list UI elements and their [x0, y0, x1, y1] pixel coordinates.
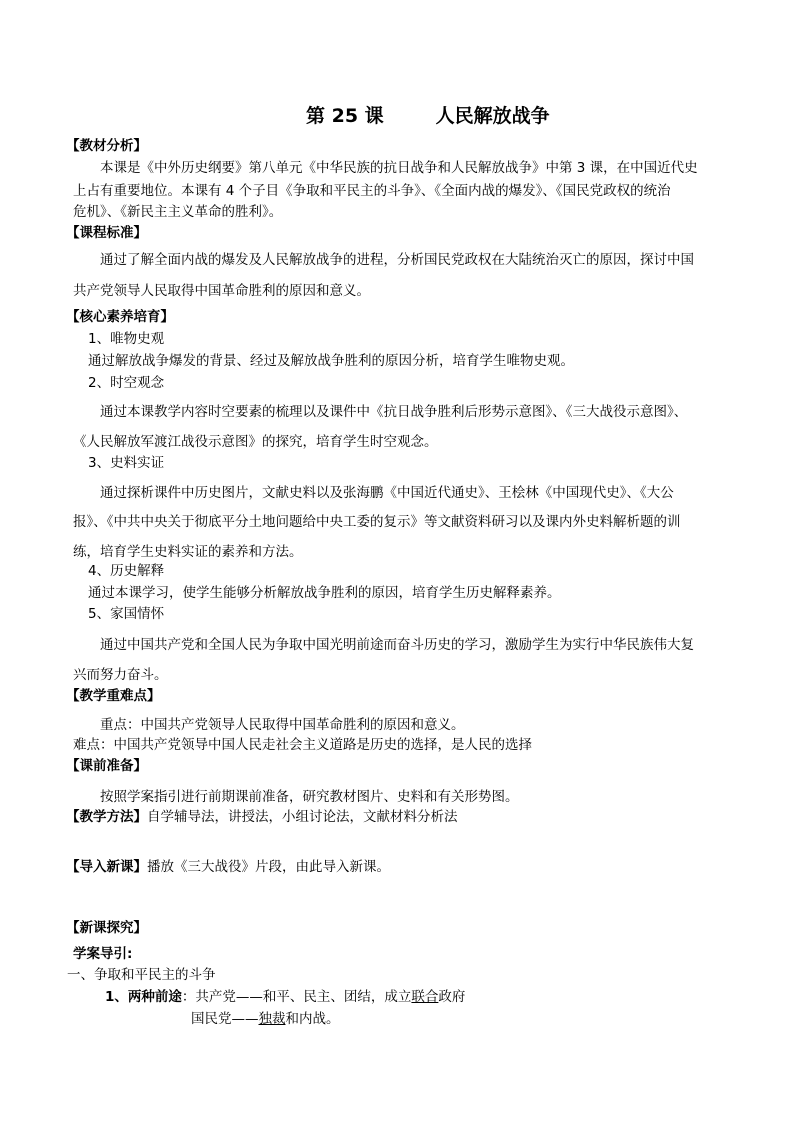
kmt-prefix: 国民党—— — [191, 1011, 259, 1027]
study-guide-label: 学案导引: — [73, 946, 133, 962]
new-lesson-heading: 【新课探究】 — [66, 920, 147, 936]
curriculum-standard-line-1: 通过了解全面内战的爆发及人民解放战争的进程，分析国民党政权在大陆统治灭亡的原因，探讨中国 — [100, 252, 694, 268]
textbook-analysis-line-3: 危机》、《新民主主义革命的胜利》。 — [73, 204, 283, 220]
two-futures-label: 1、两种前途 — [105, 989, 182, 1005]
literacy-item-5-line-1: 通过中国共产党和全国人民为争取中国光明前途而奋斗历史的学习，激励学生为实行中华民族伟大复 — [100, 637, 694, 653]
intro-heading: 【导入新课】 — [66, 859, 147, 875]
intro-line — [66, 858, 390, 876]
methods-line — [66, 808, 458, 826]
literacy-item-3-line-1: 通过探析课件中历史图片，文献史料以及张海鹏《中国近代通史》、王桧林《中国现代史》、《大公 — [100, 485, 674, 501]
page-title — [306, 104, 550, 128]
literacy-item-1-line-1: 通过解放战争爆发的背景、经过及解放战争胜利的原因分析，培育学生唯物史观。 — [88, 353, 574, 369]
literacy-item-5-label: 5、家国情怀 — [88, 606, 165, 622]
literacy-item-2-line-1: 通过本课教学内容时空要素的梳理以及课件中《抗日战争胜利后形势示意图》、《三大战役示意图》、 — [100, 404, 688, 420]
literacy-item-5-line-2: 兴而努力奋斗。 — [73, 667, 168, 683]
literacy-item-3-line-3: 练，培育学生史料实证的素养和方法。 — [73, 544, 303, 560]
two-futures-colon: ： — [181, 989, 196, 1005]
methods-heading: 【教学方法】 — [66, 809, 147, 825]
cpc-underlined: 联合 — [411, 989, 439, 1005]
lesson-number: 第 25 课 — [306, 105, 384, 127]
cpc-suffix: 政府 — [438, 989, 466, 1005]
literacy-item-1-label: 1、唯物史观 — [88, 331, 165, 347]
methods-text: 自学辅导法，讲授法，小组讨论法，文献材料分析法 — [147, 809, 458, 825]
lesson-name: 人民解放战争 — [435, 105, 550, 127]
cpc-prefix: 共产党——和平、民主、团结，成立 — [195, 989, 412, 1005]
textbook-analysis-line-1: 本课是《中外历史纲要》第八单元《中华民族的抗日战争和人民解放战争》中第 3 课，在中国近代史 — [100, 160, 698, 176]
kmt-suffix: 和内战。 — [285, 1011, 340, 1027]
literacy-item-4-label: 4、历史解释 — [88, 563, 165, 579]
two-futures-line — [105, 988, 465, 1006]
key-points-heading: 【教学重难点】 — [66, 688, 161, 704]
literacy-item-3-label: 3、史料实证 — [88, 455, 165, 471]
literacy-item-2-label: 2、时空观念 — [88, 375, 165, 391]
kmt-underlined: 独裁 — [258, 1011, 286, 1027]
textbook-analysis-heading: 【教材分析】 — [66, 138, 147, 154]
section-1-title: 一、争取和平民主的斗争 — [67, 967, 216, 983]
preparation-heading: 【课前准备】 — [66, 758, 147, 774]
difficult-point-text: 难点：中国共产党领导中国人民走社会主义道路是历史的选择，是人民的选择 — [73, 737, 532, 753]
literacy-item-4-line-1: 通过本课学习，使学生能够分析解放战争胜利的原因，培育学生历史解释素养。 — [88, 585, 561, 601]
curriculum-standard-heading: 【课程标准】 — [66, 225, 147, 241]
preparation-text: 按照学案指引进行前期课前准备，研究教材图片、史料和有关形势图。 — [100, 789, 519, 805]
core-literacy-heading: 【核心素养培育】 — [66, 309, 174, 325]
intro-text: 播放《三大战役》片段，由此导入新课。 — [147, 859, 390, 875]
literacy-item-3-line-2: 报》、《中共中央关于彻底平分土地问题给中央工委的复示》等文献资料研习以及课内外史料解析题的训 — [73, 514, 681, 530]
literacy-item-2-line-2: 《人民解放军渡江战役示意图》的探究，培育学生时空观念。 — [73, 434, 438, 450]
curriculum-standard-line-2: 共产党领导人民取得中国革命胜利的原因和意义。 — [73, 283, 370, 299]
textbook-analysis-line-2: 上占有重要地位。本课有 4 个子目《争取和平民主的斗争》、《全面内战的爆发》、《国民党政权的统治 — [73, 183, 671, 199]
key-point-text: 重点：中国共产党领导人民取得中国革命胜利的原因和意义。 — [100, 717, 465, 733]
kmt-line — [191, 1010, 340, 1028]
